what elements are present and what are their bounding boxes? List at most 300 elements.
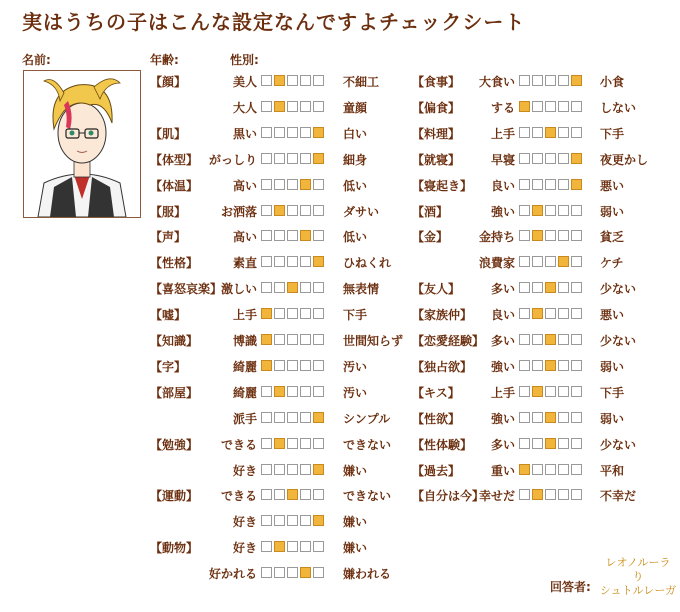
rating-box[interactable] [287, 230, 298, 241]
rating-box[interactable] [300, 153, 311, 164]
rating-box[interactable] [519, 127, 530, 138]
rating-box[interactable] [300, 386, 311, 397]
row-right-label: しない [600, 100, 637, 115]
rating-box-checked[interactable] [571, 153, 582, 164]
rating-box[interactable] [261, 153, 272, 164]
rating-box[interactable] [571, 438, 582, 449]
rating-box-checked[interactable] [545, 360, 556, 371]
rating-box[interactable] [558, 282, 569, 293]
row-category: 【過去】 [412, 463, 461, 478]
rating-scale [519, 360, 582, 371]
rating-box[interactable] [545, 153, 556, 164]
rating-box-checked[interactable] [274, 541, 285, 552]
rating-box-checked[interactable] [532, 205, 543, 216]
rating-box-checked[interactable] [545, 127, 556, 138]
row-right-label: 低い [343, 230, 368, 245]
row-left-label: 多い [490, 282, 515, 297]
rating-box[interactable] [313, 334, 324, 345]
row-category: 【独占欲】 [412, 359, 473, 374]
rating-scale [261, 153, 324, 164]
rating-box[interactable] [300, 308, 311, 319]
rating-box[interactable] [261, 282, 272, 293]
checklist-row [412, 280, 674, 298]
checklist-row [412, 384, 674, 402]
rating-box[interactable] [558, 489, 569, 500]
character-illustration [24, 71, 140, 217]
row-left-label: できる [220, 437, 257, 452]
rating-box[interactable] [519, 205, 530, 216]
rating-box[interactable] [519, 386, 530, 397]
rating-box-checked[interactable] [313, 464, 324, 475]
row-right-label: 童顔 [343, 100, 368, 115]
checklist-row [412, 358, 674, 376]
rating-box[interactable] [300, 205, 311, 216]
rating-box[interactable] [532, 256, 543, 267]
rating-box[interactable] [300, 489, 311, 500]
rating-box[interactable] [287, 412, 298, 423]
rating-box-checked[interactable] [532, 230, 543, 241]
checklist-row [150, 384, 405, 402]
rating-box[interactable] [571, 256, 582, 267]
rating-box-checked[interactable] [519, 101, 530, 112]
rating-box[interactable] [287, 567, 298, 578]
row-right-label: 汚い [343, 385, 368, 400]
rating-box-checked[interactable] [287, 282, 298, 293]
rating-box-checked[interactable] [532, 386, 543, 397]
checklist-row [412, 203, 674, 221]
rating-box[interactable] [274, 464, 285, 475]
rating-box[interactable] [300, 75, 311, 86]
row-right-label: できない [343, 489, 392, 504]
row-category: 【服】 [150, 204, 187, 219]
rating-box[interactable] [571, 205, 582, 216]
rating-box[interactable] [558, 386, 569, 397]
rating-box[interactable] [274, 282, 285, 293]
rating-box[interactable] [274, 334, 285, 345]
checklist-row [412, 228, 674, 246]
rating-box-checked[interactable] [261, 360, 272, 371]
checklist-row [150, 539, 405, 557]
rating-scale [261, 567, 324, 578]
rating-box[interactable] [287, 334, 298, 345]
rating-box[interactable] [261, 464, 272, 475]
checklist-row [412, 462, 674, 480]
rating-box[interactable] [558, 127, 569, 138]
row-right-label: 貧乏 [600, 230, 625, 245]
rating-box[interactable] [519, 308, 530, 319]
rating-box-checked[interactable] [287, 489, 298, 500]
row-left-label: 強い [490, 411, 515, 426]
rating-scale [261, 438, 324, 449]
row-right-label: 悪い [600, 178, 625, 193]
answerer-line: り [632, 570, 644, 583]
row-category: 【声】 [150, 230, 187, 245]
rating-box[interactable] [545, 230, 556, 241]
rating-box[interactable] [287, 153, 298, 164]
checklist-row [412, 410, 674, 428]
checklist-row [150, 280, 405, 298]
rating-box[interactable] [519, 334, 530, 345]
row-right-label: 無表情 [343, 282, 380, 297]
rating-box[interactable] [300, 412, 311, 423]
row-right-label: 不幸だ [600, 489, 637, 504]
rating-box[interactable] [300, 101, 311, 112]
row-category: 【勉強】 [150, 437, 199, 452]
rating-box-checked[interactable] [545, 412, 556, 423]
row-left-label: 金持ち [478, 230, 515, 245]
rating-box[interactable] [313, 438, 324, 449]
rating-box[interactable] [287, 360, 298, 371]
checklist-row [150, 73, 405, 91]
rating-box[interactable] [300, 541, 311, 552]
rating-box[interactable] [545, 101, 556, 112]
rating-box[interactable] [313, 386, 324, 397]
sheet-title: 実はうちの子はこんな設定なんですよチェックシート [22, 10, 526, 34]
row-right-label: 嫌い [343, 463, 368, 478]
rating-box[interactable] [545, 205, 556, 216]
rating-box-checked[interactable] [571, 75, 582, 86]
row-left-label: 素直 [232, 256, 257, 271]
rating-scale [261, 386, 324, 397]
rating-box[interactable] [274, 153, 285, 164]
rating-box-checked[interactable] [274, 75, 285, 86]
rating-box[interactable] [571, 282, 582, 293]
rating-box-checked[interactable] [532, 489, 543, 500]
rating-box[interactable] [519, 282, 530, 293]
rating-box[interactable] [261, 489, 272, 500]
row-left-label: する [490, 100, 515, 115]
rating-box[interactable] [532, 75, 543, 86]
row-right-label: 少ない [600, 334, 637, 348]
rating-scale [261, 101, 324, 112]
rating-box-checked[interactable] [261, 334, 272, 345]
rating-scale [261, 412, 324, 423]
rating-box[interactable] [274, 489, 285, 500]
rating-box[interactable] [287, 256, 298, 267]
row-category: 【友人】 [412, 282, 461, 297]
rating-box[interactable] [558, 205, 569, 216]
row-right-label: 少ない [600, 437, 637, 452]
checklist-row [150, 203, 405, 221]
rating-box[interactable] [558, 412, 569, 423]
rating-box[interactable] [519, 438, 530, 449]
rating-box[interactable] [558, 464, 569, 475]
rating-box[interactable] [287, 386, 298, 397]
rating-box[interactable] [287, 205, 298, 216]
row-right-label: シンプル [343, 411, 391, 426]
rating-box[interactable] [519, 412, 530, 423]
rating-box[interactable] [519, 153, 530, 164]
rating-box-checked[interactable] [274, 205, 285, 216]
rating-box[interactable] [287, 515, 298, 526]
rating-box[interactable] [532, 101, 543, 112]
rating-box-checked[interactable] [274, 438, 285, 449]
checklist-row [412, 73, 674, 91]
rating-box-checked[interactable] [545, 282, 556, 293]
rating-box[interactable] [545, 75, 556, 86]
rating-box[interactable] [558, 153, 569, 164]
row-category: 【料理】 [412, 126, 461, 141]
rating-box[interactable] [558, 101, 569, 112]
rating-box[interactable] [261, 438, 272, 449]
rating-box[interactable] [261, 541, 272, 552]
rating-box[interactable] [313, 489, 324, 500]
rating-scale [261, 75, 324, 86]
rating-box[interactable] [519, 256, 530, 267]
checklist-row [412, 151, 674, 169]
rating-box[interactable] [571, 412, 582, 423]
checklist-row [150, 125, 405, 143]
row-right-label: 下手 [600, 126, 625, 141]
rating-box[interactable] [545, 489, 556, 500]
checklist-row [150, 332, 405, 350]
rating-box[interactable] [300, 256, 311, 267]
rating-box-checked[interactable] [313, 256, 324, 267]
rating-box[interactable] [519, 360, 530, 371]
rating-box[interactable] [313, 360, 324, 371]
rating-box[interactable] [519, 179, 530, 190]
rating-scale [261, 179, 324, 190]
checklist-row [150, 513, 405, 531]
rating-box[interactable] [261, 75, 272, 86]
name-label: 名前: [22, 53, 51, 67]
row-left-label: 好かれる [208, 567, 257, 582]
rating-box[interactable] [261, 515, 272, 526]
row-category: 【家族仲】 [412, 308, 473, 323]
row-left-label: 派手 [232, 411, 257, 426]
rating-box-checked[interactable] [545, 438, 556, 449]
row-right-label: 悪い [600, 308, 625, 323]
rating-box-checked[interactable] [313, 412, 324, 423]
row-left-label: 好き [232, 541, 257, 556]
row-category: 【性欲】 [412, 411, 461, 426]
checklist-row [150, 254, 405, 272]
rating-scale [261, 127, 324, 138]
row-category: 【金】 [412, 230, 449, 245]
row-right-label: 夜更かし [600, 152, 649, 167]
row-left-label: 高い [232, 230, 257, 245]
rating-box[interactable] [532, 334, 543, 345]
rating-box-checked[interactable] [274, 386, 285, 397]
gender-label: 性別: [230, 53, 259, 67]
rating-box[interactable] [519, 75, 530, 86]
row-category: 【恋愛経験】 [412, 334, 485, 348]
rating-box[interactable] [532, 464, 543, 475]
rating-box-checked[interactable] [558, 256, 569, 267]
row-category: 【嘘】 [150, 308, 187, 323]
rating-box[interactable] [274, 179, 285, 190]
rating-box[interactable] [545, 308, 556, 319]
rating-box[interactable] [261, 179, 272, 190]
rating-box-checked[interactable] [519, 464, 530, 475]
rating-scale [261, 256, 324, 267]
rating-box[interactable] [287, 464, 298, 475]
rating-box[interactable] [261, 412, 272, 423]
rating-box[interactable] [532, 412, 543, 423]
rating-box[interactable] [532, 127, 543, 138]
rating-box-checked[interactable] [274, 101, 285, 112]
rating-box[interactable] [545, 179, 556, 190]
rating-box[interactable] [300, 127, 311, 138]
checklist-row [150, 436, 405, 454]
rating-scale [519, 101, 582, 112]
rating-box[interactable] [274, 515, 285, 526]
rating-box[interactable] [532, 360, 543, 371]
rating-box[interactable] [571, 464, 582, 475]
row-right-label: 不細工 [343, 75, 380, 89]
rating-scale [519, 386, 582, 397]
rating-box[interactable] [571, 360, 582, 371]
checklist-row [150, 358, 405, 376]
row-right-label: 弱い [600, 411, 625, 426]
rating-box[interactable] [274, 567, 285, 578]
rating-box[interactable] [274, 230, 285, 241]
checklist-row [150, 487, 405, 505]
rating-box[interactable] [261, 230, 272, 241]
rating-box[interactable] [571, 101, 582, 112]
rating-box[interactable] [558, 360, 569, 371]
answerer-line: レオノルーラ [605, 556, 671, 569]
row-left-label: 良い [490, 178, 515, 193]
rating-box[interactable] [313, 205, 324, 216]
rating-box[interactable] [274, 412, 285, 423]
rating-box[interactable] [558, 334, 569, 345]
checklist-row [412, 125, 674, 143]
rating-scale [519, 489, 582, 500]
rating-box[interactable] [274, 127, 285, 138]
rating-box-checked[interactable] [532, 308, 543, 319]
rating-box[interactable] [571, 489, 582, 500]
row-right-label: 細身 [343, 152, 368, 167]
rating-box[interactable] [287, 179, 298, 190]
rating-box[interactable] [261, 386, 272, 397]
rating-box[interactable] [532, 282, 543, 293]
row-left-label: 好き [232, 515, 257, 530]
age-label: 年齢: [150, 53, 179, 67]
rating-box[interactable] [519, 230, 530, 241]
rating-box[interactable] [558, 75, 569, 86]
rating-box[interactable] [571, 334, 582, 345]
rating-box[interactable] [558, 179, 569, 190]
row-left-label: 強い [490, 359, 515, 374]
row-category: 【性格】 [150, 256, 199, 271]
rating-box[interactable] [571, 386, 582, 397]
rating-box[interactable] [313, 75, 324, 86]
rating-box[interactable] [274, 308, 285, 319]
rating-box-checked[interactable] [261, 308, 272, 319]
rating-box[interactable] [261, 101, 272, 112]
rating-scale [519, 127, 582, 138]
rating-box[interactable] [571, 230, 582, 241]
row-left-label: 強い [490, 204, 515, 219]
rating-box[interactable] [313, 101, 324, 112]
rating-box-checked[interactable] [571, 179, 582, 190]
rating-box[interactable] [261, 205, 272, 216]
row-left-label: 綺麗 [232, 359, 257, 374]
row-right-label: 弱い [600, 204, 625, 219]
rating-box[interactable] [545, 464, 556, 475]
rating-box[interactable] [519, 489, 530, 500]
rating-box-checked[interactable] [300, 179, 311, 190]
rating-box[interactable] [532, 179, 543, 190]
rating-box[interactable] [313, 179, 324, 190]
rating-box[interactable] [313, 230, 324, 241]
rating-box[interactable] [287, 101, 298, 112]
rating-box[interactable] [558, 438, 569, 449]
rating-scale [519, 256, 582, 267]
checklist-row [150, 99, 405, 117]
rating-box[interactable] [300, 464, 311, 475]
rating-box-checked[interactable] [313, 127, 324, 138]
rating-box[interactable] [261, 567, 272, 578]
rating-box-checked[interactable] [313, 515, 324, 526]
rating-scale [519, 153, 582, 164]
rating-box[interactable] [287, 438, 298, 449]
row-left-label: 多い [490, 334, 515, 348]
rating-box[interactable] [274, 256, 285, 267]
row-right-label: ひねくれ [343, 256, 392, 271]
rating-scale [261, 489, 324, 500]
rating-box[interactable] [300, 360, 311, 371]
rating-box[interactable] [313, 541, 324, 552]
row-left-label: 多い [490, 437, 515, 452]
rating-scale [519, 464, 582, 475]
rating-box[interactable] [313, 282, 324, 293]
rating-box-checked[interactable] [545, 334, 556, 345]
rating-box[interactable] [313, 308, 324, 319]
rating-box[interactable] [287, 75, 298, 86]
checklist-row [150, 565, 405, 583]
row-right-label: 下手 [600, 385, 625, 400]
row-left-label: 高い [232, 178, 257, 193]
checklist-row [150, 410, 405, 428]
checklist-row [150, 462, 405, 480]
rating-box[interactable] [558, 308, 569, 319]
rating-box-checked[interactable] [300, 567, 311, 578]
rating-box[interactable] [532, 438, 543, 449]
rating-box[interactable] [261, 256, 272, 267]
rating-box[interactable] [313, 567, 324, 578]
rating-box[interactable] [274, 360, 285, 371]
row-category: 【体型】 [150, 152, 199, 167]
rating-scale [261, 308, 324, 319]
rating-box[interactable] [300, 334, 311, 345]
rating-box-checked[interactable] [313, 153, 324, 164]
rating-box[interactable] [545, 256, 556, 267]
character-portrait [23, 70, 141, 218]
rating-scale [519, 308, 582, 319]
rating-box[interactable] [300, 515, 311, 526]
rating-box[interactable] [300, 438, 311, 449]
rating-box[interactable] [287, 541, 298, 552]
row-category: 【寝起き】 [412, 178, 473, 193]
rating-box[interactable] [300, 282, 311, 293]
rating-box[interactable] [545, 386, 556, 397]
rating-box-checked[interactable] [300, 230, 311, 241]
rating-box[interactable] [558, 230, 569, 241]
rating-box[interactable] [287, 308, 298, 319]
checklist-row [412, 306, 674, 324]
row-right-label: 嫌われる [343, 567, 392, 582]
row-right-label: 平和 [600, 463, 625, 478]
rating-box[interactable] [571, 308, 582, 319]
rating-box[interactable] [571, 127, 582, 138]
rating-box[interactable] [261, 127, 272, 138]
row-left-label: できる [220, 489, 257, 504]
rating-box[interactable] [287, 127, 298, 138]
rating-box[interactable] [532, 153, 543, 164]
rating-scale [519, 230, 582, 241]
